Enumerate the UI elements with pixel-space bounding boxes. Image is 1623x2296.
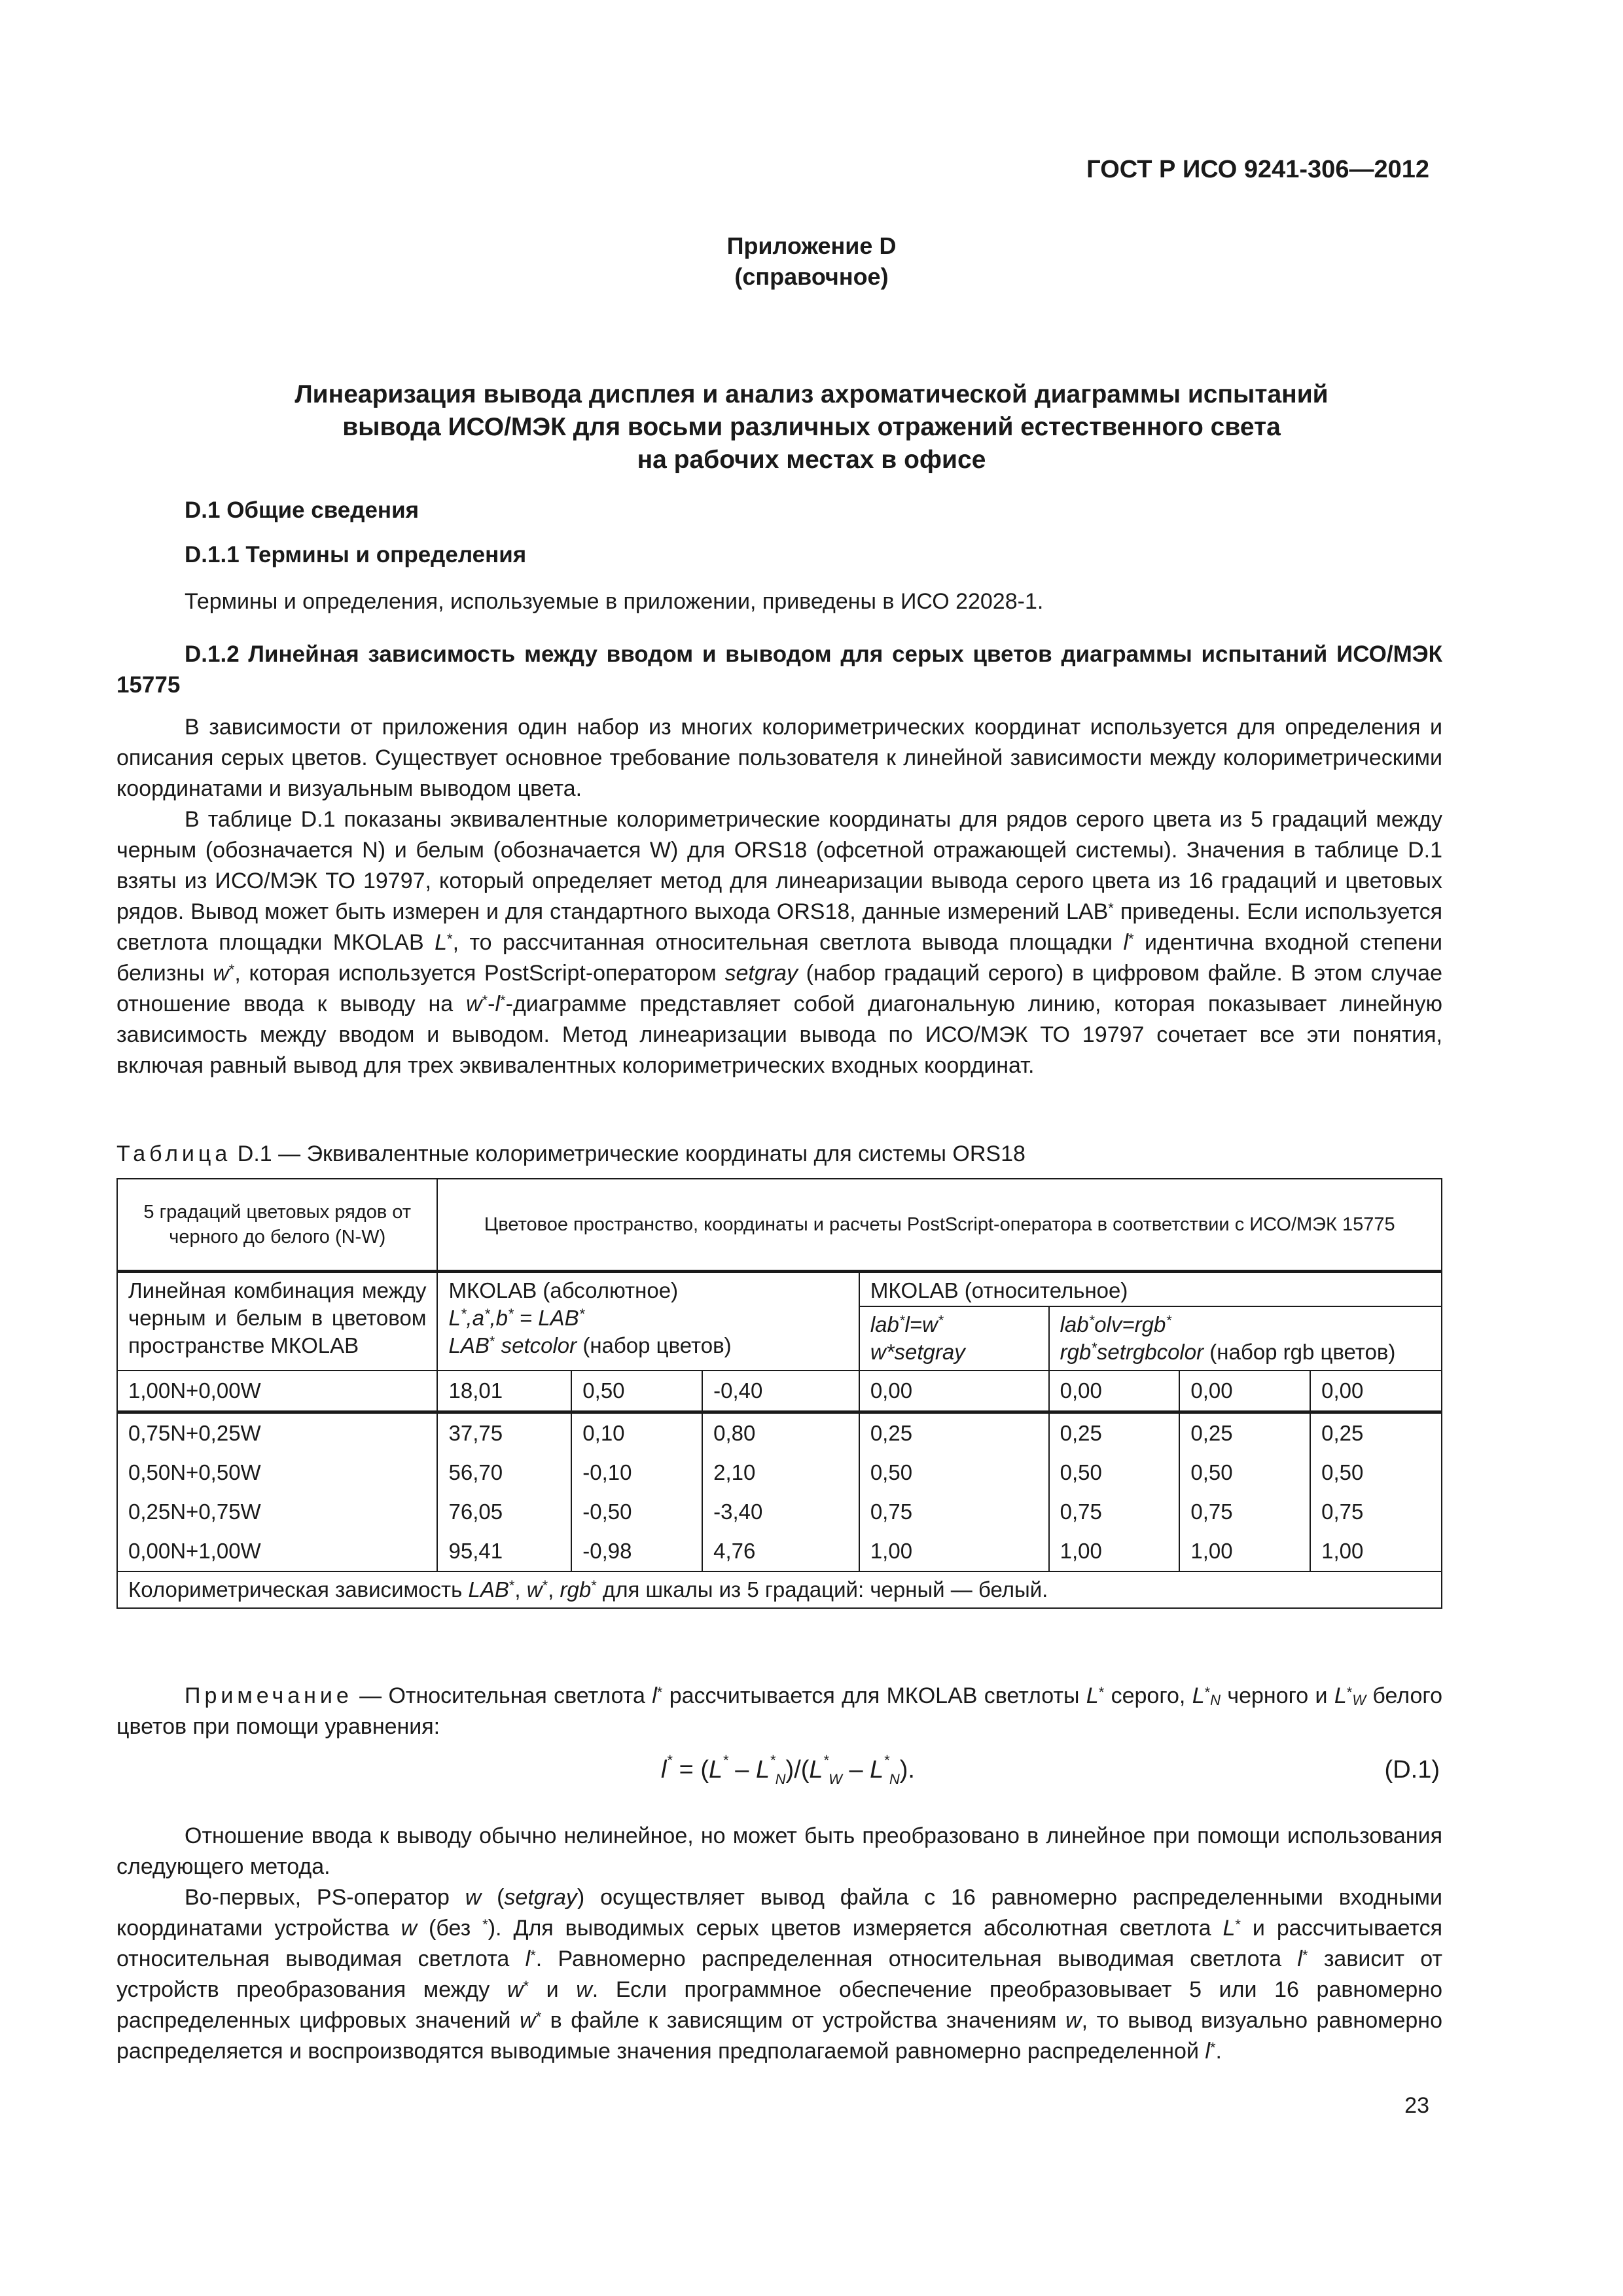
table-cell: 18,01 xyxy=(437,1371,571,1412)
paragraph-4: Во-первых, PS-оператор w (setgray) осуществляет вывод файла с 16 равномерно распределенными входными координатами устройства w (без *). Для выводимых серых цветов измеряется абсолютная светлота L* и рассчитывается относительная выводимая светлота l*. Равномерно распределенная относительная выводимая светлота l* зависит от устройств преобразования между w* и w. Если программное обеспечение преобразовывает 5 или 16 равномерно распределенных цифровых значений w* в файле к зависящим от устройства значениям w, то вывод визуально равномерно распределяется и воспроизводятся выводимые значения предполагаемой равномерно распределенной l*. xyxy=(116,1885,1443,2064)
paragraph-3: Отношение ввода к выводу обычно нелинейное, но может быть преобразовано в линейное при помощи использования следующего метода. xyxy=(116,1823,1442,1879)
table-cell: 0,25 xyxy=(1179,1412,1310,1454)
table-cell: 4,76 xyxy=(702,1532,859,1571)
table-cell: 37,75 xyxy=(437,1412,571,1454)
table-cell: 0,25 xyxy=(1049,1412,1180,1454)
table-cell: 0,50 xyxy=(1179,1453,1310,1492)
section-heading-d1: D.1 Общие сведения xyxy=(185,497,419,523)
d12-heading-text: D.1.2 Линейная зависимость между вводом и выводом для серых цветов диаграммы испытаний ИСО/МЭК 15775 xyxy=(116,641,1442,698)
table-cell: 0,00N+1,00W xyxy=(117,1532,437,1571)
table-cell: 1,00 xyxy=(1049,1532,1180,1571)
header-gradations: 5 градаций цветовых рядов от черного до белого (N-W) xyxy=(117,1179,437,1272)
header-colorspace: Цветовое пространство, координаты и расчеты PostScript-оператора в соответствии с ИСО/МЭК 15775 xyxy=(437,1179,1442,1272)
table-cell: 0,00 xyxy=(1179,1371,1310,1412)
d12-body xyxy=(116,712,1442,1081)
table-cell: 0,50 xyxy=(571,1371,702,1412)
table-cell: 0,25N+0,75W xyxy=(117,1492,437,1532)
table-cell: 0,75 xyxy=(1310,1492,1442,1532)
table-caption-text: D.1 — Эквивалентные колориметрические координаты для системы ORS18 xyxy=(237,1141,1026,1166)
table-cell: 0,50N+0,50W xyxy=(117,1453,437,1492)
table-row xyxy=(117,1453,1442,1492)
document-code: ГОСТ Р ИСО 9241-306—2012 xyxy=(1086,156,1429,183)
table-cell: 1,00 xyxy=(859,1532,1049,1571)
table-cell: -0,10 xyxy=(571,1453,702,1492)
data-table-d1 xyxy=(116,1178,1442,1609)
table-cell: 0,00 xyxy=(1049,1371,1180,1412)
section-heading-d11: D.1.1 Термины и определения xyxy=(185,542,527,567)
table-cell: 0,75 xyxy=(1049,1492,1180,1532)
subheader-linear-combination: Линейная комбинация между черным и белым в цветовом пространстве МКOLAB xyxy=(117,1272,437,1371)
table-cell: 76,05 xyxy=(437,1492,571,1532)
subheader-relative: МКOLAB (относительное) xyxy=(859,1272,1442,1307)
table-cell: 0,25 xyxy=(1310,1412,1442,1454)
equation-d1: $l^* = (L^* - L^*_N)/(L^*_W - L^*_N)$. xyxy=(661,1752,915,1787)
title-line-3: на рабочих местах в офисе xyxy=(637,446,986,474)
table-cell: 1,00 xyxy=(1179,1532,1310,1571)
d11-text: Термины и определения, используемые в приложении, приведены в ИСО 22028-1. xyxy=(185,589,1044,614)
table-cell: 0,10 xyxy=(571,1412,702,1454)
title-line-2: вывода ИСО/МЭК для восьми различных отражений естественного света xyxy=(342,413,1281,441)
table-cell: 95,41 xyxy=(437,1532,571,1571)
table-cell: 56,70 xyxy=(437,1453,571,1492)
table-row xyxy=(117,1371,1442,1412)
page-number: 23 xyxy=(1404,2093,1429,2118)
annex-type: (справочное) xyxy=(734,263,889,290)
table-cell: 0,75 xyxy=(859,1492,1049,1532)
table-cell: 0,50 xyxy=(1049,1453,1180,1492)
table-row xyxy=(117,1532,1442,1571)
table-caption xyxy=(116,1139,1442,1170)
table-cell: 0,50 xyxy=(859,1453,1049,1492)
table-row xyxy=(117,1412,1442,1454)
table-cell: 0,00 xyxy=(1310,1371,1442,1412)
table-cell: 0,80 xyxy=(702,1412,859,1454)
annex-heading xyxy=(0,230,1623,292)
method-section xyxy=(116,1821,1442,2067)
subheader-absolute: МКOLAB (абсолютное) L*,a*,b* = LAB* LAB* setcolor (набор цветов) xyxy=(437,1272,859,1371)
subheader-relative-rgb: lab*olv=rgb* rgb*setrgbcolor (набор rgb цветов) xyxy=(1049,1306,1442,1371)
paragraph-1: В зависимости от приложения один набор из многих колориметрических координат используется для определения и описания серых цветов. Существует основное требование пользователя к линейной зависимости между колориметрическими координатами и визуальным выводом цвета. xyxy=(116,715,1442,801)
table-cell: 0,00 xyxy=(859,1371,1049,1412)
table-cell: 1,00 xyxy=(1310,1532,1442,1571)
table-cell: 2,10 xyxy=(702,1453,859,1492)
table-cell: 0,75N+0,25W xyxy=(117,1412,437,1454)
table-cell: -3,40 xyxy=(702,1492,859,1532)
table-note: Примечание — Относительная светлота l* рассчитывается для МКOLAB светлоты L* серого, $L^*_N$ черного и $L^*_W$ белого цветов при помощи уравнения: xyxy=(116,1683,1442,1739)
table-caption-label: Таблица xyxy=(116,1141,232,1166)
table-row xyxy=(117,1492,1442,1532)
table-cell: -0,40 xyxy=(702,1371,859,1412)
table-cell: -0,50 xyxy=(571,1492,702,1532)
table-cell: 1,00N+0,00W xyxy=(117,1371,437,1412)
table-cell: 0,50 xyxy=(1310,1453,1442,1492)
annex-main-title xyxy=(0,378,1623,476)
title-line-1: Линеаризация вывода дисплея и анализ ахроматической диаграммы испытаний xyxy=(294,380,1329,408)
table-footer: Колориметрическая зависимость LAB*, w*, rgb* для шкалы из 5 градаций: черный — белый. xyxy=(117,1571,1442,1608)
paragraph-2: В таблице D.1 показаны эквивалентные колориметрические координаты для рядов серого цвета из 5 градаций между черным (обозначается N) и белым (обозначается W) для ORS18 (офсетной отражающей системы). Значения в таблице D.1 взяты из ИСО/МЭК ТО 19797, который определяет метод для линеаризации вывода серого цвета из 16 градаций и цветовых рядов. Вывод может быть измерен и для стандартного выхода ORS18, данные измерений LAB* приведены. Если используется светлота площадки МКOLAB L*, то рассчитанная относительная светлота вывода площадки l* идентична входной степени белизны w*, которая используется PostScript-оператором setgray (набор градаций серого) в цифровом файле. В этом случае отношение ввода к выводу на w*-l*-диаграмме представляет собой диагональную линию, которая показывает линейную зависимость между вводом и выводом. Метод линеаризации вывода по ИСО/МЭК ТО 19797 сочетает все эти понятия, включая равный вывод для трех эквивалентных колориметрических входных координат. xyxy=(116,807,1442,1078)
table-cell: 0,75 xyxy=(1179,1492,1310,1532)
table-cell: -0,98 xyxy=(571,1532,702,1571)
table-cell: 0,25 xyxy=(859,1412,1049,1454)
subheader-relative-gray: lab*l=w* w*setgray xyxy=(859,1306,1049,1371)
section-heading-d12 xyxy=(116,639,1442,700)
annex-title: Приложение D xyxy=(726,232,897,259)
equation-number: (D.1) xyxy=(1384,1756,1440,1784)
